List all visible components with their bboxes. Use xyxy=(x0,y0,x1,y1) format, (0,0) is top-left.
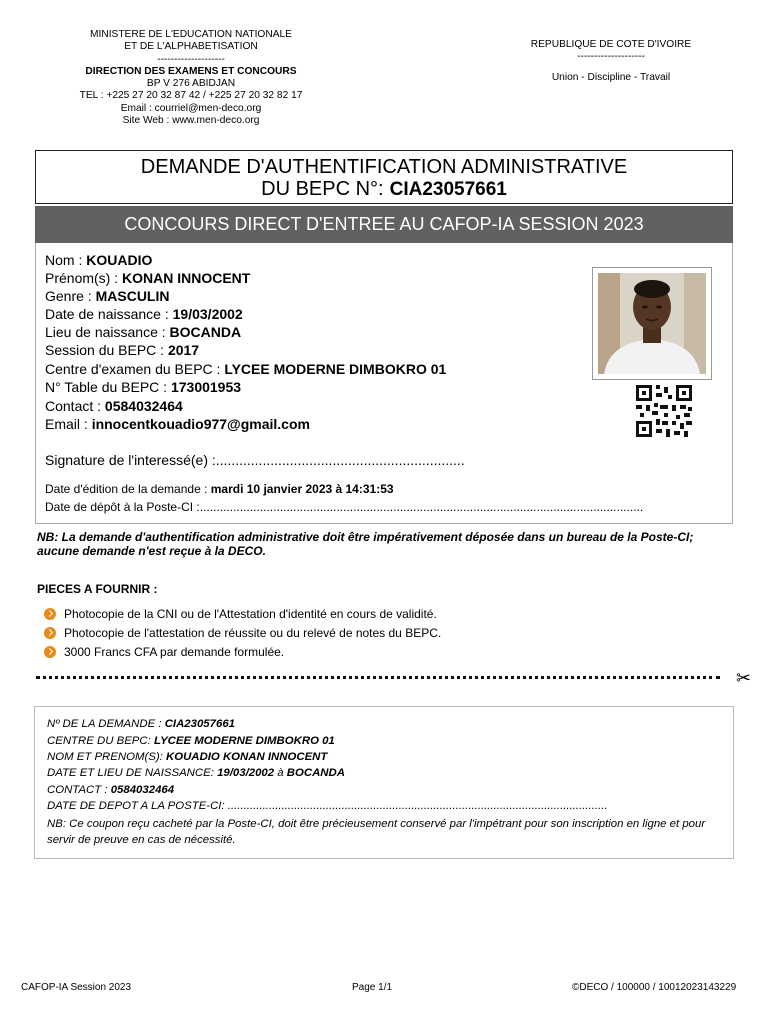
piece-text: 3000 Francs CFA par demande formulée. xyxy=(64,645,285,659)
ministry-header xyxy=(60,29,322,127)
genre-label: Genre : xyxy=(45,288,92,304)
centre-label: Centre d'examen du BEPC : xyxy=(45,361,221,377)
country-separator: -------------------- xyxy=(577,51,645,63)
list-item xyxy=(44,626,441,640)
coupon-nom-label: NOM ET PRENOM(S): xyxy=(47,751,163,763)
title-prefix: DU BEPC N°: xyxy=(261,178,384,200)
title-line2 xyxy=(36,178,732,201)
session-value: 2017 xyxy=(167,342,200,358)
row-genre xyxy=(45,288,169,305)
cut-line xyxy=(36,676,720,679)
footer-page: Page 1/1 xyxy=(352,982,393,993)
coupon-naissance-label: DATE ET LIEU DE NAISSANCE: xyxy=(47,767,214,779)
coupon-centre-value: LYCEE MODERNE DIMBOKRO 01 xyxy=(153,735,335,747)
coupon-demande-value: CIA23057661 xyxy=(164,718,235,730)
lieu-value: BOCANDA xyxy=(169,324,242,340)
session-label: Session du BEPC : xyxy=(45,342,165,358)
nb-notice: NB: La demande d'authentification administrative doit être impérativement déposée dans un bureau de la Poste-CI; aucune demande n'est reçue à la DECO. xyxy=(37,530,694,558)
contact-label: Contact : xyxy=(45,398,102,414)
email-label: Email : xyxy=(45,416,88,432)
website: Site Web : www.men-deco.org xyxy=(122,115,260,127)
scissors-icon: ✂ xyxy=(736,668,752,688)
ministry-separator: -------------------- xyxy=(157,53,225,65)
signature-line: Signature de l'interessé(e) :................................................................ xyxy=(45,452,465,468)
list-item xyxy=(44,607,437,621)
country-name: REPUBLIQUE DE COTE D'IVOIRE xyxy=(530,39,692,50)
check-circle-icon xyxy=(44,646,56,658)
coupon-centre-label: CENTRE DU BEPC: xyxy=(47,735,151,747)
coupon-nom-value: KOUADIO KONAN INNOCENT xyxy=(165,751,328,763)
check-circle-icon xyxy=(44,627,56,639)
coupon-depot: DATE DE DEPOT A LA POSTE-CI: ........................................................................................................................ xyxy=(47,800,608,812)
postal-box: BP V 276 ABIDJAN xyxy=(146,78,236,90)
nom-label: Nom : xyxy=(45,252,83,268)
list-item xyxy=(44,645,284,659)
centre-value: LYCEE MODERNE DIMBOKRO 01 xyxy=(224,361,447,377)
exam-banner: CONCOURS DIRECT D'ENTREE AU CAFOP-IA SESSION 2023 xyxy=(35,206,733,243)
footer-left: CAFOP-IA Session 2023 xyxy=(21,982,132,993)
edition-value: mardi 10 janvier 2023 à 14:31:53 xyxy=(210,482,394,496)
coupon-contact-label: CONTACT : xyxy=(47,784,108,796)
lieu-label: Lieu de naissance : xyxy=(45,324,166,340)
request-number: CIA23057661 xyxy=(389,179,507,200)
row-nom xyxy=(45,252,152,269)
person-photo-icon xyxy=(598,273,706,374)
qr-code-icon xyxy=(636,385,692,437)
row-lieu xyxy=(45,324,241,341)
edition-label: Date d'édition de la demande : xyxy=(45,482,208,496)
row-session xyxy=(45,342,199,359)
document-title xyxy=(35,150,733,204)
check-circle-icon xyxy=(44,608,56,620)
depot-line: Date de dépôt à la Poste-CI :..................................................................................................................................... xyxy=(45,500,644,514)
republic-header xyxy=(500,39,722,84)
coupon-demande-label: Nº DE LA DEMANDE : xyxy=(47,718,162,730)
piece-text: Photocopie de la CNI ou de l'Attestation d'identité en cours de validité. xyxy=(64,607,437,621)
table-label: N° Table du BEPC : xyxy=(45,379,168,395)
row-edition xyxy=(45,482,394,496)
country-motto: Union - Discipline - Travail xyxy=(551,71,671,83)
phone-numbers: TEL : +225 27 20 32 87 42 / +225 27 20 32 82 17 xyxy=(79,90,303,102)
piece-text: Photocopie de l'attestation de réussite ou du relevé de notes du BEPC. xyxy=(64,626,442,640)
row-contact xyxy=(45,398,183,415)
row-prenoms xyxy=(45,270,250,287)
coupon-demande xyxy=(47,718,235,731)
direction-name: DIRECTION DES EXAMENS ET CONCOURS xyxy=(85,65,297,77)
coupon-nom xyxy=(47,751,327,764)
contact-value: 0584032464 xyxy=(104,398,183,414)
nom-value: KOUADIO xyxy=(86,252,153,268)
naissance-label: Date de naissance : xyxy=(45,306,169,322)
row-naissance xyxy=(45,306,243,323)
footer-right: ©DECO / 100000 / 10012023143229 xyxy=(572,982,737,993)
receipt-coupon xyxy=(34,706,734,859)
coupon-naissance-value: 19/03/2002 xyxy=(217,767,275,779)
coupon-contact xyxy=(47,784,174,797)
row-centre xyxy=(45,361,446,378)
pieces-title: PIECES A FOURNIR : xyxy=(37,582,158,596)
email-contact: Email : courriel@men-deco.org xyxy=(120,102,262,114)
ministry-line1: MINISTERE DE L'EDUCATION NATIONALE xyxy=(90,29,292,40)
coupon-lieu-value: BOCANDA xyxy=(286,767,345,779)
prenoms-value: KONAN INNOCENT xyxy=(122,270,251,286)
email-value: innocentkouadio977@gmail.com xyxy=(91,416,310,432)
candidate-info xyxy=(35,243,733,524)
ministry-line2: ET DE L'ALPHABETISATION xyxy=(124,41,258,53)
coupon-nb: NB: Ce coupon reçu cacheté par la Poste-CI, doit être précieusement conservé par l'impétrant pour son inscription en ligne et pour servir de preuve en cas de nécessité. xyxy=(47,818,706,846)
coupon-naissance xyxy=(47,767,345,780)
title-line1: DEMANDE D'AUTHENTIFICATION ADMINISTRATIVE xyxy=(140,156,628,178)
row-email xyxy=(45,416,310,433)
coupon-a: à xyxy=(277,767,284,779)
row-table xyxy=(45,379,241,396)
naissance-value: 19/03/2002 xyxy=(172,306,243,322)
candidate-photo xyxy=(592,267,712,380)
table-value: 173001953 xyxy=(170,379,242,395)
coupon-contact-value: 0584032464 xyxy=(110,784,175,796)
coupon-centre xyxy=(47,735,335,748)
genre-value: MASCULIN xyxy=(95,288,170,304)
prenoms-label: Prénom(s) : xyxy=(45,270,119,286)
